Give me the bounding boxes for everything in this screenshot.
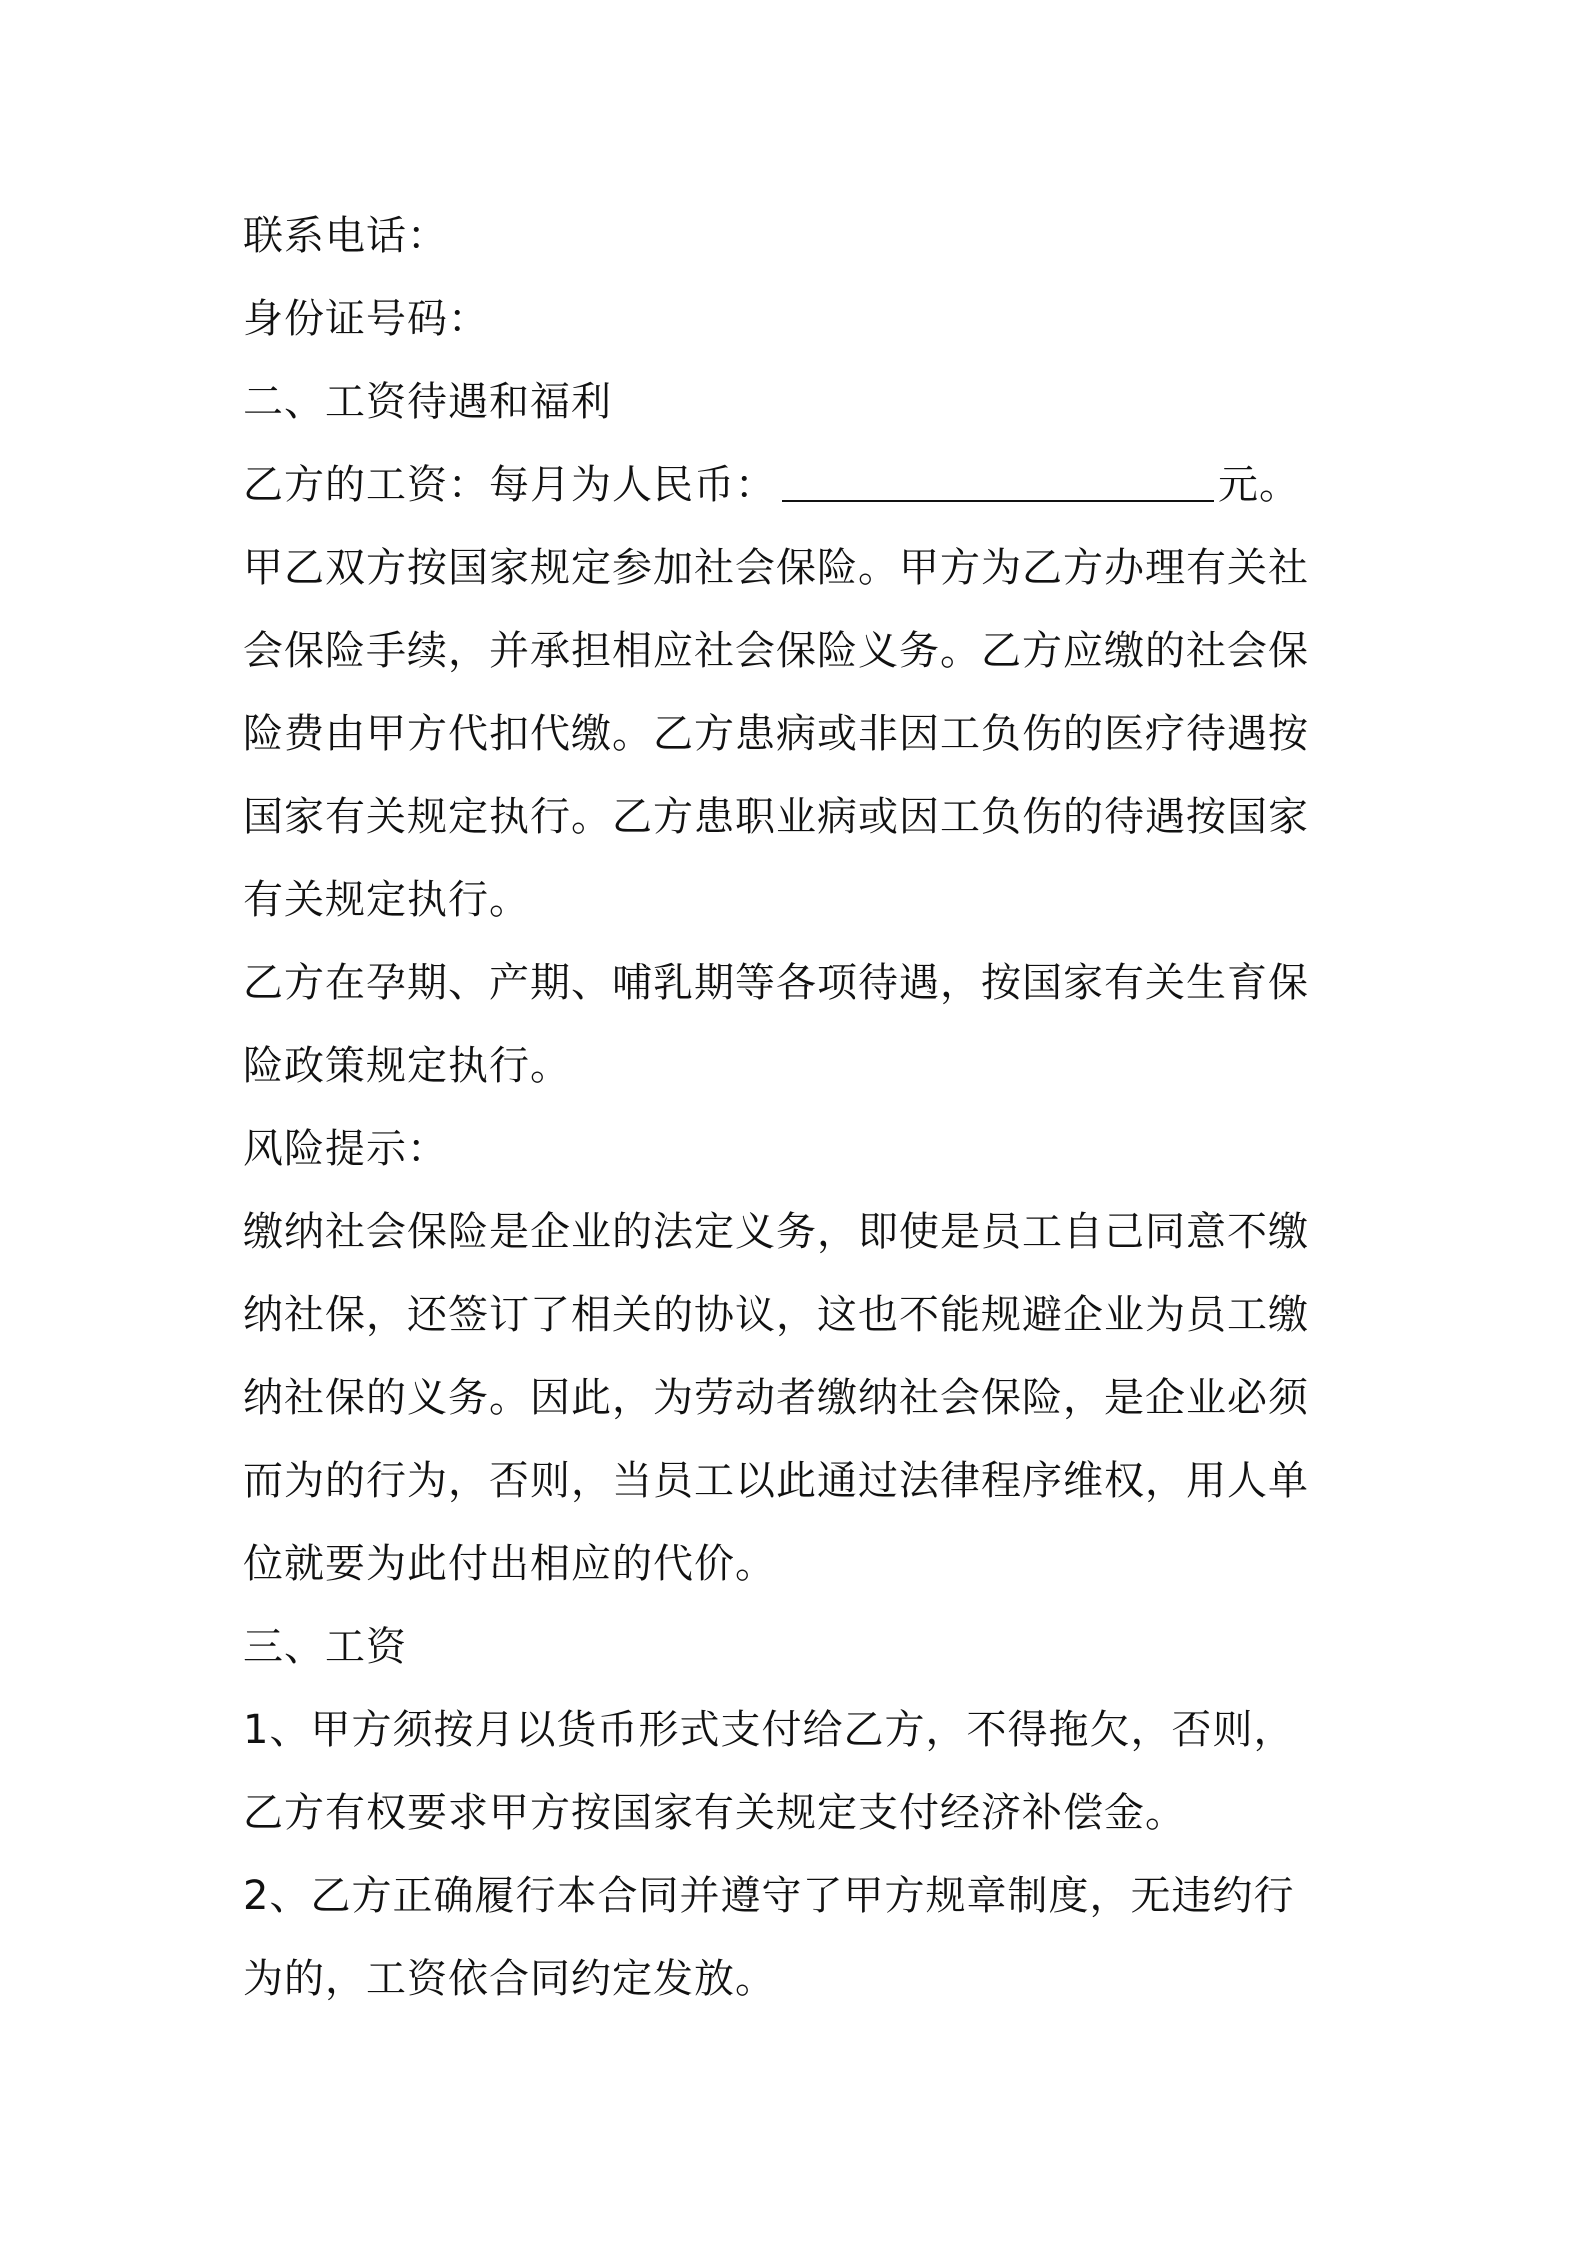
paragraph-line: 有关规定执行。 <box>243 877 530 923</box>
contract-page <box>243 195 1363 2021</box>
salary-blank <box>782 466 1214 502</box>
contact-phone-label: 联系电话： <box>243 213 448 259</box>
paragraph-line: 险政策规定执行。 <box>243 1043 571 1089</box>
salary-prefix: 乙方的工资：每月为人民币： <box>243 462 776 508</box>
clause-2-line: 2、乙方正确履行本合同并遵守了甲方规章制度，无违约行 <box>243 1873 1295 1919</box>
salary-suffix: 元。 <box>1218 462 1300 508</box>
risk-notice-heading: 风险提示： <box>243 1126 448 1172</box>
paragraph-line: 缴纳社会保险是企业的法定义务，即使是员工自己同意不缴 <box>243 1209 1309 1255</box>
paragraph-line: 会保险手续，并承担相应社会保险义务。乙方应缴的社会保 <box>243 628 1309 674</box>
paragraph-line: 而为的行为，否则，当员工以此通过法律程序维权，用人单 <box>243 1458 1309 1504</box>
clause-1-line: 乙方有权要求甲方按国家有关规定支付经济补偿金。 <box>243 1790 1186 1836</box>
paragraph-line: 纳社保的义务。因此，为劳动者缴纳社会保险，是企业必须 <box>243 1375 1309 1421</box>
clause-2-line: 为的，工资依合同约定发放。 <box>243 1956 776 2002</box>
paragraph-line: 纳社保，还签订了相关的协议，这也不能规避企业为员工缴 <box>243 1292 1309 1338</box>
paragraph-line: 险费由甲方代扣代缴。乙方患病或非因工负伤的医疗待遇按 <box>243 711 1309 757</box>
clause-1-line: 1、甲方须按月以货币形式支付给乙方，不得拖欠，否则， <box>243 1707 1295 1753</box>
section-heading-wages: 三、工资 <box>243 1624 407 1670</box>
paragraph-line: 国家有关规定执行。乙方患职业病或因工负伤的待遇按国家 <box>243 794 1309 840</box>
paragraph-line: 甲乙双方按国家规定参加社会保险。甲方为乙方办理有关社 <box>243 545 1309 591</box>
paragraph-line: 乙方在孕期、产期、哺乳期等各项待遇，按国家有关生育保 <box>243 960 1309 1006</box>
salary-line <box>243 444 1363 527</box>
section-heading-wages-benefits: 二、工资待遇和福利 <box>243 379 612 425</box>
paragraph-line: 位就要为此付出相应的代价。 <box>243 1541 776 1587</box>
id-number-label: 身份证号码： <box>243 296 489 342</box>
